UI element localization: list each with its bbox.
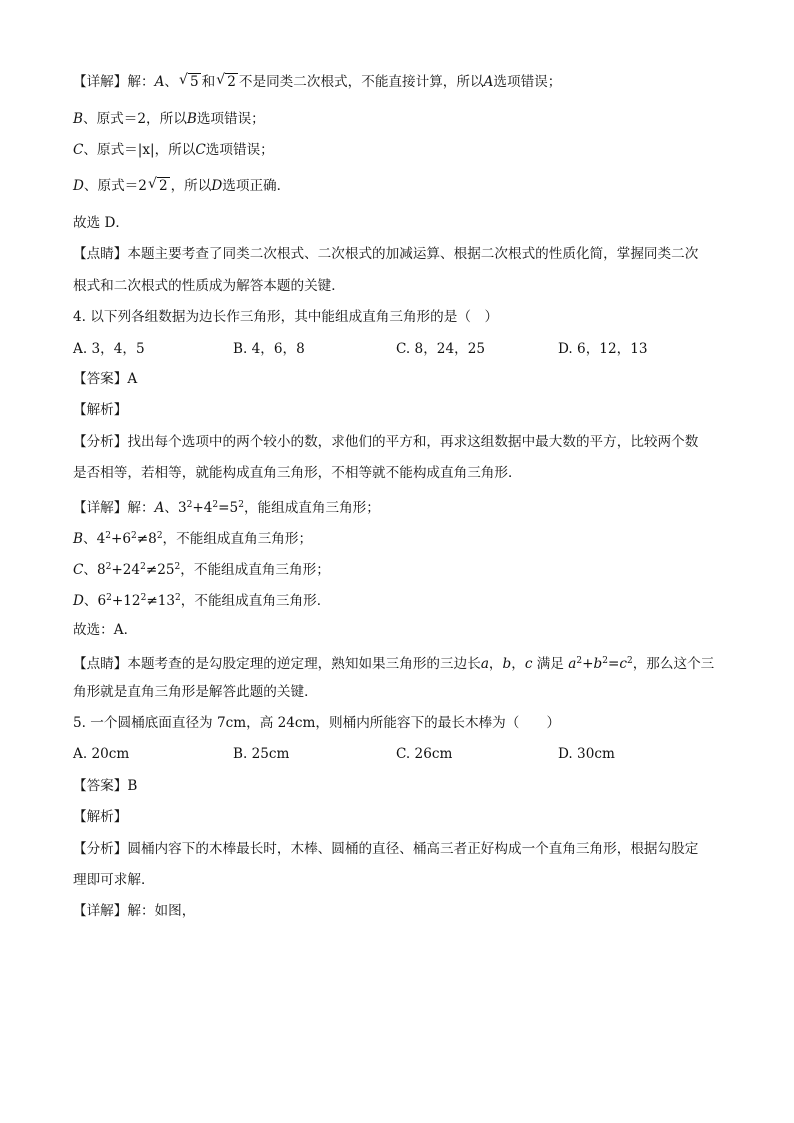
q4-detail-c: C、$8^2+24^2\ne 25^2$，不能组成直角三角形； bbox=[73, 562, 330, 578]
q4-analysis-label: 【解析】 bbox=[73, 402, 128, 418]
sqrt-2-d: √ 2 bbox=[147, 176, 168, 194]
q5-detail: 【详解】解：如图， bbox=[73, 903, 196, 919]
q5-answer: 【答案】B bbox=[73, 778, 138, 794]
q5-analyze-1: 【分析】圆桶内容下的木棒最长时，木棒、圆桶的直径、桶高三者正好构成一个直角三角形，根据勾股定 bbox=[73, 841, 699, 857]
q4-detail-a: 【详解】解：A、$3^2+4^2=5^2$，能组成直角三角形； bbox=[73, 500, 380, 516]
q5-analysis-label: 【解析】 bbox=[73, 809, 128, 825]
q3-detail-d: D、原式＝2 √ 2 ，所以D选项正确． bbox=[73, 176, 291, 194]
q3-comment-1: 【点睛】本题主要考查了同类二次根式、二次根式的加减运算、根据二次根式的性质化简，掌握同类二次 bbox=[73, 246, 699, 262]
q5-option-a: A. 20cm bbox=[73, 746, 130, 762]
q3-detail-a: 【详解】解：A、 √ 5 和 √ 2 不是同类二次根式，不能直接计算，所以A选项错误； bbox=[73, 72, 562, 90]
q5-option-b: B. 25cm bbox=[233, 746, 290, 762]
q4-option-a: A. 3，4，5 bbox=[73, 341, 145, 357]
q4-option-d: D. 6，12，13 bbox=[558, 341, 648, 357]
q4-stem: 4. 以下列各组数据为边长作三角形，其中能组成直角三角形的是（ ） bbox=[73, 309, 499, 325]
q3-detail-c: C、原式＝|x|，所以C选项错误； bbox=[73, 142, 274, 158]
q5-option-d: D. 30cm bbox=[558, 746, 615, 762]
q3-detail-b: B、原式＝2，所以B选项错误； bbox=[73, 111, 265, 127]
q4-option-c: C. 8，24，25 bbox=[396, 341, 485, 357]
sqrt-5: √ 5 bbox=[178, 72, 199, 90]
q4-detail-b: B、$4^2+6^2\ne 8^2$，不能组成直角三角形； bbox=[73, 531, 313, 547]
q4-comment-1: 【点睛】本题考查的是勾股定理的逆定理，熟知如果三角形的三边长a，b，c 满足 $a^2+b^2=c^2$，那么这个三 bbox=[73, 656, 715, 672]
q4-conclusion: 故选：A． bbox=[73, 622, 138, 638]
q4-option-b: B. 4，6，8 bbox=[233, 341, 305, 357]
q4-detail-d: D、$6^2+12^2\ne 13^2$，不能组成直角三角形． bbox=[73, 593, 331, 609]
sqrt-2: √ 2 bbox=[216, 72, 236, 90]
q5-analyze-2: 理即可求解． bbox=[73, 872, 155, 888]
q5-stem: 5. 一个圆桶底面直径为 7cm，高 24cm，则桶内所能容下的最长木棒为（ ） bbox=[73, 715, 561, 731]
q5-option-c: C. 26cm bbox=[396, 746, 453, 762]
q4-analyze-2: 是否相等，若相等，就能构成直角三角形，不相等就不能构成直角三角形． bbox=[73, 465, 522, 481]
q3-comment-2: 根式和二次根式的性质成为解答本题的关键． bbox=[73, 278, 345, 294]
q3-conclusion: 故选 D． bbox=[73, 215, 130, 231]
q4-analyze-1: 【分析】找出每个选项中的两个较小的数，求他们的平方和，再求这组数据中最大数的平方，比较两个数 bbox=[73, 434, 699, 450]
q4-answer: 【答案】A bbox=[73, 371, 138, 387]
q4-comment-2: 角形就是直角三角形是解答此题的关键． bbox=[73, 684, 318, 700]
